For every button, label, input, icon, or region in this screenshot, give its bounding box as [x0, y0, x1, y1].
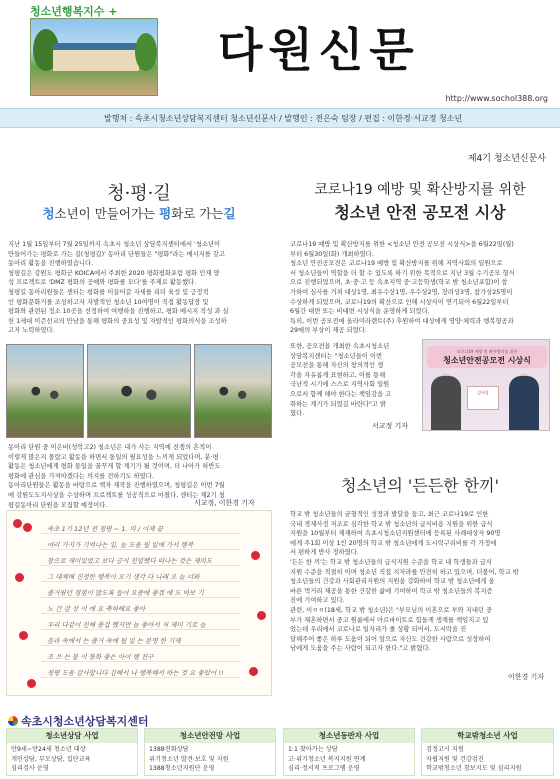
service-item: 자립지원 및 건강검진: [426, 755, 484, 763]
service-item: 만9세~만24세 청소년 대상: [11, 746, 86, 753]
service-box-out-of-school: [421, 728, 554, 776]
service-item: 1:1 찾아가는 상담: [288, 746, 338, 753]
cherry-decoration: [257, 611, 266, 620]
letter-line-text: 여러 가지가 기억나는 일, 늘 도움 될 일에 가서 행복: [47, 541, 194, 549]
letter-line-text: 그 대체해 진정한 행복이 오기 생각 다 나래 오 늘 너와: [47, 573, 200, 581]
service-item: 개인상담, 부모상담, 집단교육: [11, 755, 91, 763]
right-article-1-headline-line-1: 코로나19 예방 및 확산방지를 위한: [314, 182, 526, 198]
left-article-headline: 청·평·길: [107, 183, 171, 204]
cherry-decoration: [19, 631, 28, 640]
letter-line-text: 청평 도움 감사합니다 김해서 나 행복해서 하는 것 요 좋았어 !!: [47, 669, 224, 677]
service-item: 위기청소년 발견·보호 및 지원: [149, 755, 229, 763]
letter-line-text: 음과 속에서 는 즐거 속에 될 일 는 분명 한 기재: [47, 637, 181, 645]
activity-photo: [6, 344, 84, 438]
cherry-decoration: [15, 573, 24, 582]
left-article-byline: 서교정, 이한경 기자: [194, 499, 255, 507]
award-banner: 코로나19 예방 및 확산방지를 위한 청소년안전공모전 시상식: [427, 346, 547, 368]
service-box-safety-net: [144, 728, 276, 776]
service-title: 청소년상담 사업: [7, 729, 137, 743]
activity-photo-collage: [6, 344, 272, 438]
service-box-companion: [283, 728, 415, 776]
right-article-2-headline: 청소년의 '든든한 한끼': [340, 476, 500, 495]
left-article-subtitle: 청소년이 만들어가는 평화로 가는길: [42, 206, 236, 221]
masthead: [0, 0, 560, 108]
newspaper-title: 다원신문: [218, 23, 420, 77]
activity-photo: [194, 344, 272, 438]
handwritten-letter: [6, 510, 272, 696]
letter-line-text: 즐거웠던 경험이 많도록 들어 요즘에 좋겠 에 도 바보 기: [47, 589, 204, 597]
service-item: 학교밖청소년 참보지도 및 심리지원: [426, 765, 522, 773]
website-link[interactable]: http://www.sochol388.org: [445, 94, 548, 103]
cherry-decoration: [251, 551, 260, 560]
activity-photo: [87, 344, 191, 438]
service-item: 1388청소년지원단 운영: [149, 765, 215, 773]
right-article-2-paragraph-1: 학교 밖 청소년들의 균형적인 성장과 발달을 돕고, 최근 코로나19로 인한 국내 경제사정 저조로 심각한 학교 밖 청소년의 급식비용 지원을 위한 급식 지원을 10월부터 제재하여 속초시청소년지원센터에 등록된 사례대상자 90명 에게 주1회 이상 1인 20명의 학교 밖 청소년에게 도시락구리비를 각 가정에 서 편하게 반사 정하였다. '든든 한 끼'는 학교 밖 청소년들의 급식지원 수준을 학교 내 학생들과 급식 지원 수준을 적절히 이며 청소년 직접 지자라를 안전히 하고 있으며, 더불어, 학교 밖 청소년들의 건강과 사회관리지원의 지원을 강화하여 학교 밖 청소년에게 올 바른 먹거리 제공을 통한 건강한 삶에 기여하여 학교 밖 청소년들의 복지증 진에 기여하고 있다. 관련, 이ㅇㅇ(18세, 학교 밖 청소년)은 "부모님의 이혼으로 부와 지내던 중 부가 재혼하면서 중고 원룸에서 아르바이트로 힘들게 생계를 책임지고 있 었는데 우리에서 코로나로 일자리가 줄 상황 되어서, 도시락을 진 달해주어 좋은 하루 도움이 되어 앞으로 자신도 건강한 사람으로 성장하여 남에게 도움을 주는 사람이 되고자 한다."고 밝혔다.: [290, 511, 519, 653]
service-title: 청소년안전망 사업: [145, 729, 275, 743]
center-building-photo: [30, 18, 158, 96]
left-article-paragraph-2: 동아리 단원 중 이은비(성악고2) 청소년은 내가 사는 지역에 전쟁의 흔적이 이렇게 많은지 몰랐고 활동을 하면서 통일의 필요성을 느끼게 되었다며, 분·평 활동은 청소년에게 평화 통일을 꿈꾸게 할 계기가 될 것이며, 더 나아가 하반도 평화에 관심을 가져야겠다는 의지를 전하기도 하였다. 동아리단원들은 활동을 바탕으로 책자 제작을 진행하였으며, 청평길은 이번 7월 에 강원도도지사상을 수상하며 프로젝트를 성공적으로 마쳤다. 센터는 제2기 청 평길동아리 단원을 모집할 예정이다.: [8, 444, 225, 509]
service-item: 심리·정서적 프로그램 운영: [288, 765, 360, 773]
award-certificate: 감사장: [467, 386, 499, 410]
letter-line-text: 우리 다같이 친해 즐겁 했지만 늘 좋아서 저 재미 기로 늘: [47, 621, 206, 629]
publisher-line: 발행처 : 속초시청소년상담복지센터 청소년신문사 / 발행인 : 전은숙 팀장 / 편집 : 이한경·서교정 청소년: [104, 114, 463, 123]
service-title: 청소년동반자 사업: [284, 729, 414, 743]
left-article-paragraph-1: 지난 1월 15일부터 7월 25일까지 속초시 청소년 상담복지센터에서 '청소년이 만들어가는 평화로 가는 길(청평길)' 동아리 단원들은 "평화"라는 메시지를 갖고 동아리 활동을 진행하였습니다. 청평길은 강원도 평화군 KOICA에서 주최한 2020 평화평화포럼 평화 인재 양 성 프로젝트로 'DMZ 평화의 공예와 평화를 모다'를 주제로 활동했다. 청평길 동아리원들은 센터는 평화를 이끌어갈 자세를 리더 육성 및 긍정적 인 평화문화거를 조성하고자 자발적인 청소년 10여명이 직접 활동답장 및 평화와 관련된 정소 10곳을 선정하여 여행하을 진행하고, 평화 메시지 작성 과 실 천 1세대 이즌선교의 만남을 통해 평화의 중요성 및 자발적인 평화의식을 조성하 고자 노력하였다.: [8, 241, 229, 335]
cherry-decoration: [13, 519, 22, 528]
service-item: 1388전화상담: [149, 746, 189, 753]
right-article-2-byline: 이한경 기자: [508, 673, 545, 681]
right-article-1-paragraph-3: 또한, 공모전을 개최한 속초시청소년 상담복지센터는 "청소년들이 이번 공모전을 통해 자신의 창의적인 생 각을 자유롭게 표현하고, 이를 통해 국난적 시기에 스스로 지역사회 일원 으로서 함께 해야 한다는 책임감을 고 취하는 계기가 되었길 바란다"고 밝 혔다.: [290, 343, 392, 418]
cherry-decoration: [27, 679, 36, 688]
award-ceremony-photo: [422, 339, 550, 431]
center-logo: 속초시청소년상담복지센터: [8, 713, 149, 729]
publisher-bar: [0, 108, 560, 128]
service-box-counseling: [6, 728, 138, 776]
letter-line-text: 속초 1기 12년 전 청평 ~ 1. 의 / 이제 끝: [47, 525, 163, 533]
service-item: 검정고시 지원: [426, 746, 464, 753]
right-article-1-paragraph-1: 코로나19 예방 및 확산방지를 위한 <청소년 안전 공모전 시상식>을 6월22일(월) 부터 6월30일(화) 개최하였다. 청소년 안전공모전은 코로나19 예방 및 확산방지를 위해 지역사회의 일원으로 서 청소년들이 역할을 더 할 수 있도록 하기 위한 목적으로 지난 3월 수기공모 형식 으로 진행되었으며, 초·중·고 등 속초지역 중·고등학생(학교 밖 청소년포함)이 참 가하여 심사를 거쳐 대상1명, 최우수상1명, 우수상2명, 장려상3명, 참가상25명이 수상하게 되었으며, 코로나19의 확산으로 인해 시상식이 연기되어 6월22일부터 6월간 대면 또는 비대면 시상식을 운영하게 되었다. 특히, 이번 공모전에 올라미라렌트(주) 후원하여 대상에게 영양·체력과 행복형공과 29매의 부상이 제공 되었다.: [290, 241, 515, 335]
right-article-1-byline: 서교정 기자: [372, 422, 409, 430]
service-item: 고·위기청소년 복지지원 연계: [288, 755, 366, 763]
letter-line-text: 참으로 재미있었고 보다 긍지 친밀했다 떠나는 것은 재의도: [47, 557, 213, 565]
cherry-decoration: [249, 667, 258, 676]
edition-label: 제4기 청소년신문사: [467, 154, 546, 164]
cherry-decoration: [23, 523, 32, 532]
service-item: 심리검사 운영: [11, 765, 49, 773]
center-logo-icon: [8, 716, 18, 726]
slogan: 청소년행복지수 +: [30, 5, 118, 18]
letter-line-text: 노 간 감 상 이 에 요 축하해요 좋아: [47, 605, 146, 613]
right-article-1-headline-line-2: 청소년 안전 공모전 시상: [334, 203, 506, 222]
letter-line-text: 조 쓰 는 볼 이 통화 좋은 아이 행 친구: [47, 653, 154, 661]
service-title: 학교밖청소년 사업: [422, 729, 553, 743]
